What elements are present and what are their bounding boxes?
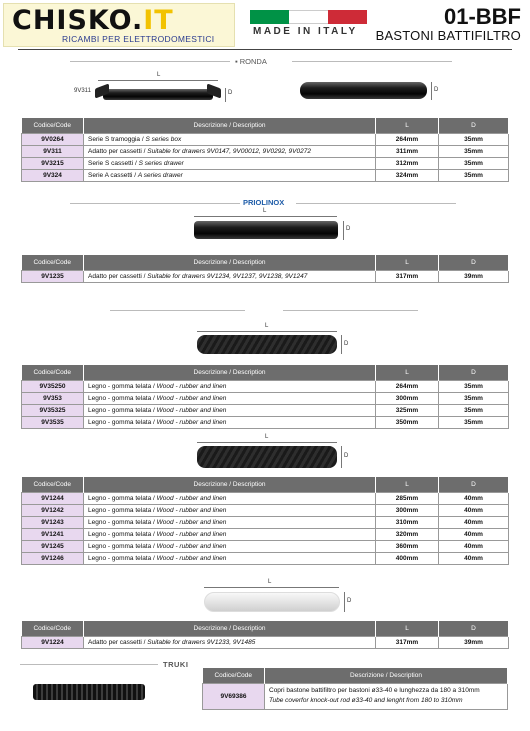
- dimension-label-l: L: [263, 208, 267, 214]
- part-diameter: 40mm: [439, 528, 509, 540]
- part-length: 325mm: [376, 404, 439, 416]
- dimension-line-l: [197, 331, 337, 332]
- col-header-d: D: [439, 255, 509, 270]
- part-description: Legno - gomma telata / Wood - rubber and linen: [84, 540, 376, 552]
- table-row: [22, 504, 509, 516]
- part-description: Legno - gomma telata / Wood - rubber and linen: [84, 504, 376, 516]
- part-length: 300mm: [376, 392, 439, 404]
- part-description: Serie S tramoggia / S series box: [84, 133, 376, 145]
- made-in-italy-label: MADE IN ITALY: [253, 26, 358, 37]
- dimension-line-d: [343, 221, 344, 240]
- part-diameter: 40mm: [439, 540, 509, 552]
- part-description: Legno - gomma telata / Wood - rubber and linen: [84, 552, 376, 564]
- part-code: 9V1244: [22, 492, 84, 504]
- dimension-label-l: L: [265, 434, 269, 440]
- col-header-d: D: [439, 118, 509, 133]
- brand-name: RONDA: [239, 57, 267, 66]
- spec-table-prodlinox: [21, 255, 509, 283]
- col-header-code: Codice/Code: [22, 365, 84, 380]
- spec-table-tube-cover: [202, 668, 508, 710]
- col-header-description: Descrizione / Description: [84, 365, 376, 380]
- brand-label-prodlinox: PRIOLINOX: [243, 198, 285, 207]
- col-header-l: L: [376, 365, 439, 380]
- part-label-9v311: 9V311: [74, 88, 91, 94]
- part-code: 9V324: [22, 169, 84, 181]
- col-header-l: L: [376, 621, 439, 636]
- dimension-line-l: [194, 216, 337, 217]
- dimension-line-d: [341, 335, 342, 354]
- part-diameter: 40mm: [439, 552, 509, 564]
- dimension-line-d: [344, 592, 345, 612]
- section-divider: [292, 61, 452, 62]
- rod-with-clips-image: [95, 86, 220, 102]
- part-code: 9V1235: [22, 270, 84, 282]
- part-diameter: 35mm: [439, 392, 509, 404]
- col-header-code: Codice/Code: [22, 621, 84, 636]
- part-length: 320mm: [376, 528, 439, 540]
- table-row: [22, 157, 509, 169]
- part-diameter: 35mm: [439, 145, 509, 157]
- part-diameter: 35mm: [439, 169, 509, 181]
- table-row: [22, 392, 509, 404]
- part-code: 9V1243: [22, 516, 84, 528]
- table-row: [22, 145, 509, 157]
- part-length: 324mm: [376, 169, 439, 181]
- part-code: 9V1241: [22, 528, 84, 540]
- part-description: Serie A cassetti / A series drawer: [84, 169, 376, 181]
- part-length: 311mm: [376, 145, 439, 157]
- table-row: [22, 636, 509, 648]
- dimension-label-l: L: [157, 72, 161, 78]
- part-length: 264mm: [376, 133, 439, 145]
- table-row: [22, 540, 509, 552]
- part-code: 9V35250: [22, 380, 84, 392]
- logo-wordmark: CHISKO.IT: [12, 5, 174, 36]
- plain-rod-image: [300, 82, 427, 99]
- part-length: 350mm: [376, 416, 439, 428]
- part-code: 9V311: [22, 145, 84, 157]
- col-header-description: Descrizione / Description: [265, 668, 508, 683]
- col-header-description: Descrizione / Description: [84, 118, 376, 133]
- part-code: 9V1242: [22, 504, 84, 516]
- part-description: Adatto per cassetti / Suitable for drawers 9V1233, 9V1485: [84, 636, 376, 648]
- section-divider: [110, 310, 245, 311]
- dimension-label-l: L: [265, 323, 269, 329]
- table-row: [22, 133, 509, 145]
- col-header-l: L: [376, 118, 439, 133]
- dimension-line-d: [341, 446, 342, 468]
- spec-table-wood-rubber-40: [21, 477, 509, 565]
- spec-table-ronda: [21, 118, 509, 182]
- part-diameter: 35mm: [439, 380, 509, 392]
- part-code: 9V1246: [22, 552, 84, 564]
- page-title: BASTONI BATTIFILTRO: [375, 28, 521, 43]
- part-description: Adatto per cassetti / Suitable for drawers 9V0147, 9V00012, 9V0292, 9V0272: [84, 145, 376, 157]
- dimension-label-d: D: [347, 598, 352, 604]
- part-length: 300mm: [376, 504, 439, 516]
- dimension-label-d: D: [344, 453, 349, 459]
- table-row: [22, 270, 509, 282]
- table-row: [22, 552, 509, 564]
- dimension-line-l: [197, 442, 337, 443]
- part-description: Legno - gomma telata / Wood - rubber and linen: [84, 416, 376, 428]
- part-description: Adatto per cassetti / Suitable for drawers 9V1234, 9V1237, 9V1238, 9V1247: [84, 270, 376, 282]
- part-code: 9V0264: [22, 133, 84, 145]
- part-code: 9V353: [22, 392, 84, 404]
- dimension-label-d: D: [344, 341, 349, 347]
- page-header: [0, 0, 530, 52]
- col-header-description: Descrizione / Description: [84, 477, 376, 492]
- part-description: Legno - gomma telata / Wood - rubber and linen: [84, 380, 376, 392]
- part-description: Legno - gomma telata / Wood - rubber and linen: [84, 516, 376, 528]
- rubber-linen-rod-image: [197, 335, 337, 354]
- header-divider: [18, 49, 512, 50]
- part-diameter: 40mm: [439, 492, 509, 504]
- table-row: [22, 492, 509, 504]
- part-description-en: Tube coverfor knock-out rod ø33-40 and lenght from 180 to 310mm: [269, 697, 463, 704]
- section-divider: [20, 664, 158, 665]
- part-diameter: 40mm: [439, 504, 509, 516]
- part-description: Legno - gomma telata / Wood - rubber and linen: [84, 528, 376, 540]
- part-description: Legno - gomma telata / Wood - rubber and linen: [84, 392, 376, 404]
- part-length: 310mm: [376, 516, 439, 528]
- rubber-linen-rod-image: [197, 446, 337, 468]
- part-diameter: 35mm: [439, 416, 509, 428]
- catalog-code: 01-BBF: [443, 4, 521, 29]
- part-code: 9V35325: [22, 404, 84, 416]
- part-description: [265, 683, 508, 709]
- col-header-code: Codice/Code: [203, 668, 265, 683]
- part-length: 360mm: [376, 540, 439, 552]
- col-header-description: Descrizione / Description: [84, 255, 376, 270]
- section-divider: [296, 203, 456, 204]
- dimension-line-l: [204, 587, 339, 588]
- table-row: [203, 683, 508, 709]
- section-divider: [283, 310, 418, 311]
- col-header-d: D: [439, 477, 509, 492]
- col-header-code: Codice/Code: [22, 118, 84, 133]
- col-header-code: Codice/Code: [22, 255, 84, 270]
- part-length: 317mm: [376, 270, 439, 282]
- white-rod-image: [204, 592, 340, 612]
- spec-table-white-rod: [21, 621, 509, 649]
- part-diameter: 35mm: [439, 404, 509, 416]
- brand-label-ronda: ▪ RONDA: [235, 57, 267, 66]
- italy-flag-icon: [250, 10, 367, 24]
- table-row: [22, 380, 509, 392]
- dimension-line-d: [431, 82, 432, 100]
- table-row: [22, 516, 509, 528]
- dimension-label-d: D: [434, 87, 439, 93]
- table-row: [22, 416, 509, 428]
- table-row: [22, 528, 509, 540]
- dimension-line-d: [225, 88, 226, 102]
- part-code: 9V3215: [22, 157, 84, 169]
- col-header-description: Descrizione / Description: [84, 621, 376, 636]
- part-length: 264mm: [376, 380, 439, 392]
- col-header-d: D: [439, 621, 509, 636]
- dimension-label-l: L: [268, 579, 272, 585]
- part-description: Serie S cassetti / S series drawer: [84, 157, 376, 169]
- part-code: 9V1245: [22, 540, 84, 552]
- col-header-code: Codice/Code: [22, 477, 84, 492]
- part-description: Legno - gomma telata / Wood - rubber and linen: [84, 404, 376, 416]
- part-diameter: 35mm: [439, 157, 509, 169]
- brand-logo: [3, 3, 235, 47]
- part-code: 9V69386: [203, 683, 265, 709]
- part-diameter: 40mm: [439, 516, 509, 528]
- part-length: 285mm: [376, 492, 439, 504]
- col-header-l: L: [376, 477, 439, 492]
- col-header-d: D: [439, 365, 509, 380]
- section-divider: [70, 61, 230, 62]
- dimension-label-d: D: [346, 226, 351, 232]
- dimension-line-l: [98, 80, 218, 81]
- col-header-l: L: [376, 255, 439, 270]
- part-diameter: 39mm: [439, 270, 509, 282]
- plain-rod-image: [194, 221, 338, 239]
- dimension-label-d: D: [228, 90, 233, 96]
- table-row: [22, 404, 509, 416]
- part-description: Legno - gomma telata / Wood - rubber and linen: [84, 492, 376, 504]
- table-row: [22, 169, 509, 181]
- part-diameter: 39mm: [439, 636, 509, 648]
- spec-table-wood-rubber-35: [21, 365, 509, 429]
- part-description-it: Copri bastone battifiltro per bastoni ø33-40 e lunghezza da 180 a 310mm: [269, 687, 480, 694]
- part-length: 400mm: [376, 552, 439, 564]
- part-length: 312mm: [376, 157, 439, 169]
- section-divider: [70, 203, 240, 204]
- brand-label-truki: TRUKI: [163, 660, 189, 669]
- part-code: 9V1224: [22, 636, 84, 648]
- part-diameter: 35mm: [439, 133, 509, 145]
- tube-cover-image: [33, 684, 145, 700]
- logo-subtitle: RICAMBI PER ELETTRODOMESTICI: [62, 34, 215, 44]
- part-length: 317mm: [376, 636, 439, 648]
- part-code: 9V3535: [22, 416, 84, 428]
